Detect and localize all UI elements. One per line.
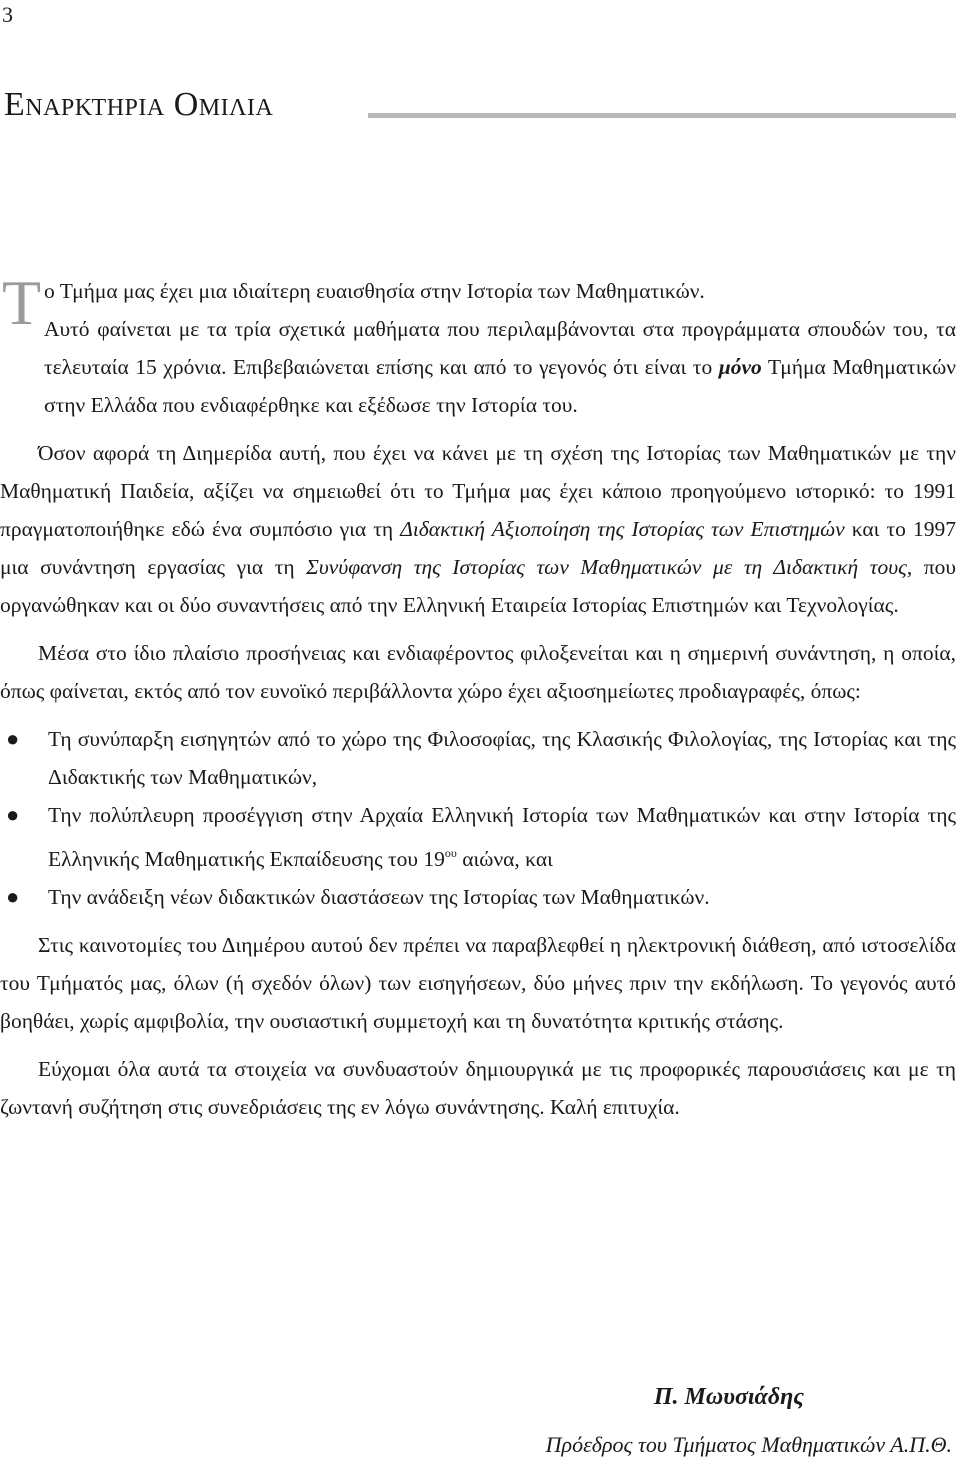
symposium-title: Διδακτική Αξιοποίηση της Ιστορίας των Επιστημών (400, 517, 845, 541)
bullet-icon: ● (6, 726, 20, 751)
paragraph-5: Εύχομαι όλα αυτά τα στοιχεία να συνδυαστούν δημιουργικά με τις προφορικές παρουσιάσεις και με τη ζωντανή συζήτηση στις συνεδριάσεις της εν λόγω συνάντησης. Καλή επιτυχία. (0, 1057, 956, 1119)
page-title: Εναρκτηρια Ομιλια (4, 86, 274, 123)
title-rule (368, 113, 956, 118)
list-item (0, 796, 956, 878)
list-item (0, 878, 956, 916)
section-heading (4, 86, 956, 126)
workshop-title: Συνύφανση της Ιστορίας των Μαθηματικών με τη Διδακτική τους (306, 555, 907, 579)
paragraph-2 (0, 434, 956, 624)
paragraph-1-first-line: ο Τμήμα μας έχει μια ιδιαίτερη ευαισθησία στην Ιστορία των Μαθηματικών. (44, 279, 705, 303)
paragraph-4: Στις καινοτομίες του Διημέρου αυτού δεν πρέπει να παραβλεφθεί η ηλεκτρονική διάθεση, από ιστοσελίδα του Τμήματός μας, όλων (ή σχεδόν όλων) των εισηγήσεων, δύο μήνες πριν την εκδήλωση. Το γεγονός αυτό βοηθάει, χωρίς αμφιβολία, την ουσιαστική συμμετοχή και τη δυνατότητα κριτικής στάσης. (0, 933, 956, 1033)
paragraph-2-text-c: , που οργανώθηκαν και οι δύο συναντήσεις από την Ελληνική Εταιρεία Ιστορίας Επιστημών και Τεχνολογίας. (0, 555, 957, 617)
document-body (0, 267, 957, 1126)
signature-name: Π. Μωυσιάδης (653, 1384, 804, 1410)
list-item-text: Την πολύπλευρη προσέγγιση στην Αρχαία Ελληνική Ιστορία των Μαθηματικών και στην Ιστορία της Ελληνικής Μαθηματικής Εκπαίδευσης του 19 (48, 803, 956, 871)
bullet-icon: ● (6, 802, 20, 827)
paragraph-1-text-a: Αυτό φαίνεται με τα τρία σχετικά μαθήματα που περιλαμβάνονται στα προγράμματα σπουδών του, τα τελευταία 15 χρόνια. Επιβεβαιώνεται επίσης και από το γεγονός ότι είναι το (44, 317, 956, 379)
list-item-text: Την ανάδειξη νέων διδακτικών διαστάσεων της Ιστορίας των Μαθηματικών. (48, 885, 710, 909)
drop-cap: Τ (2, 267, 42, 338)
bullet-icon: ● (6, 884, 20, 909)
paragraph-2-text-a: Όσον αφορά τη Διημερίδα αυτή, που έχει να κάνει με τη σχέση της Ιστορίας των Μαθηματικών με την Μαθηματική Παιδεία, αξίζει να σημειωθεί ότι το Τμήμα μας έχει κάποιο προηγούμενο ιστορικό: το 1991 πραγματοποιήθηκε εδώ ένα συμπόσιο για τη (0, 441, 956, 541)
list-item-text: Τη συνύπαρξη εισηγητών από το χώρο της Φιλοσοφίας, της Κλασικής Φιλολογίας, της Ιστορίας και της Διδακτικής των Μαθηματικών, (48, 727, 956, 789)
paragraph-2-text-b: και το 1997 μια συνάντηση εργασίας για τη (0, 517, 956, 579)
signature-role: Πρόεδρος του Τμήματος Μαθηματικών Α.Π.Θ. (545, 1432, 952, 1457)
features-list (0, 720, 956, 916)
paragraph-1-text-b: Τμήμα Μαθηματικών στην Ελλάδα που ενδιαφέρθηκε και εξέδωσε την Ιστορία του. (44, 355, 957, 417)
paragraph-1 (0, 267, 956, 338)
paragraph-3: Μέσα στο ίδιο πλαίσιο προσήνειας και ενδιαφέροντος φιλοξενείται και η σημερινή συνάντηση, η οποία, όπως φαίνεται, εκτός από τον ευνοϊκό περιβάλλοντα χώρο έχει αξιοσημείωτες προδιαγραφές, όπως: (0, 641, 956, 703)
superscript: ου (444, 846, 457, 860)
list-item-text-end: αιώνα, και (456, 847, 553, 871)
paragraph-1-continuation (0, 310, 956, 424)
list-item (0, 720, 956, 796)
page-number: 3 (2, 2, 13, 27)
emphasis-word: μόνο (718, 355, 762, 379)
